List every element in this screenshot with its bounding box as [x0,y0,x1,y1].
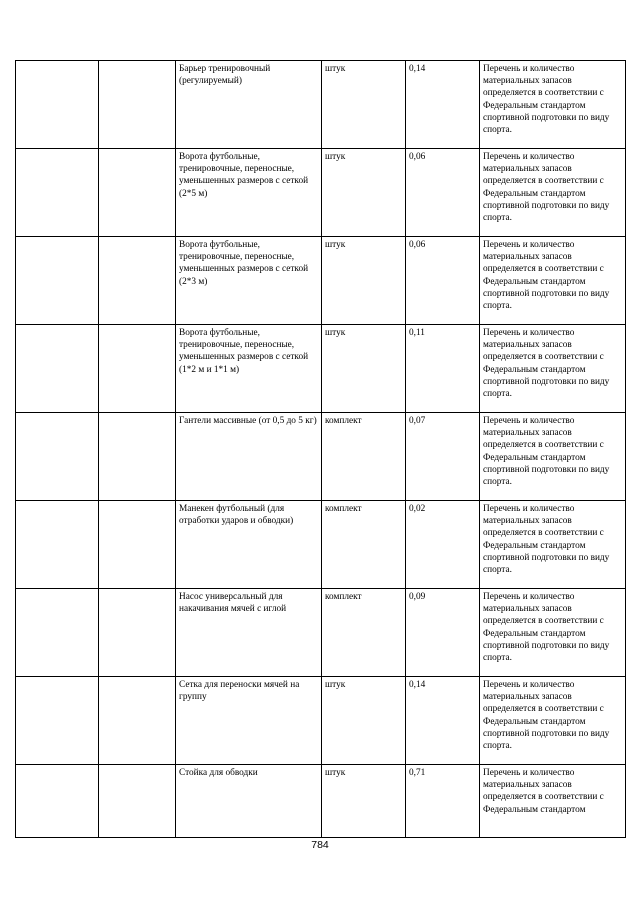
empty-cell-1 [16,149,99,237]
quantity-cell: 0,14 [406,61,480,149]
empty-cell-1 [16,501,99,589]
empty-cell-2 [99,501,176,589]
note-cell: Перечень и количество материальных запасов определяется в соответствии с Федеральным стандартом спортивной подготовки по виду спорта. [480,413,626,501]
table-row [16,765,626,838]
note-cell: Перечень и количество материальных запасов определяется в соответствии с Федеральным стандартом [480,765,626,838]
empty-cell-2 [99,237,176,325]
table-row [16,677,626,765]
unit-cell: штук [322,677,406,765]
table-row [16,589,626,677]
unit-cell: штук [322,765,406,838]
table-row [16,413,626,501]
unit-cell: комплект [322,413,406,501]
note-cell: Перечень и количество материальных запасов определяется в соответствии с Федеральным стандартом спортивной подготовки по виду спорта. [480,589,626,677]
empty-cell-1 [16,61,99,149]
quantity-cell: 0,02 [406,501,480,589]
table-row [16,501,626,589]
item-name-cell: Насос универсальный для накачивания мячей с иглой [176,589,322,677]
item-name-cell: Ворота футбольные, тренировочные, переносные, уменьшенных размеров с сеткой (2*3 м) [176,237,322,325]
equipment-table [15,60,626,838]
unit-cell: штук [322,61,406,149]
item-name-cell: Ворота футбольные, тренировочные, переносные, уменьшенных размеров с сеткой (1*2 м и 1*1 м) [176,325,322,413]
empty-cell-2 [99,589,176,677]
empty-cell-1 [16,677,99,765]
empty-cell-2 [99,325,176,413]
empty-cell-2 [99,413,176,501]
note-cell: Перечень и количество материальных запасов определяется в соответствии с Федеральным стандартом спортивной подготовки по виду спорта. [480,149,626,237]
note-cell: Перечень и количество материальных запасов определяется в соответствии с Федеральным стандартом спортивной подготовки по виду спорта. [480,501,626,589]
note-cell: Перечень и количество материальных запасов определяется в соответствии с Федеральным стандартом спортивной подготовки по виду спорта. [480,325,626,413]
item-name-cell: Манекен футбольный (для отработки ударов и обводки) [176,501,322,589]
quantity-cell: 0,06 [406,237,480,325]
empty-cell-2 [99,61,176,149]
page-number: 784 [311,839,329,851]
table-row [16,237,626,325]
unit-cell: штук [322,325,406,413]
empty-cell-1 [16,413,99,501]
empty-cell-1 [16,589,99,677]
item-name-cell: Ворота футбольные, тренировочные, переносные, уменьшенных размеров с сеткой (2*5 м) [176,149,322,237]
quantity-cell: 0,14 [406,677,480,765]
item-name-cell: Барьер тренировочный (регулируемый) [176,61,322,149]
empty-cell-1 [16,237,99,325]
table-row [16,61,626,149]
note-cell: Перечень и количество материальных запасов определяется в соответствии с Федеральным стандартом спортивной подготовки по виду спорта. [480,237,626,325]
item-name-cell: Гантели массивные (от 0,5 до 5 кг) [176,413,322,501]
unit-cell: штук [322,149,406,237]
quantity-cell: 0,09 [406,589,480,677]
empty-cell-2 [99,765,176,838]
quantity-cell: 0,06 [406,149,480,237]
empty-cell-2 [99,149,176,237]
table-row [16,325,626,413]
quantity-cell: 0,07 [406,413,480,501]
empty-cell-2 [99,677,176,765]
item-name-cell: Сетка для переноски мячей на группу [176,677,322,765]
empty-cell-1 [16,325,99,413]
table-row [16,149,626,237]
item-name-cell: Стойка для обводки [176,765,322,838]
equipment-table-body [16,61,626,838]
unit-cell: штук [322,237,406,325]
note-cell: Перечень и количество материальных запасов определяется в соответствии с Федеральным стандартом спортивной подготовки по виду спорта. [480,61,626,149]
quantity-cell: 0,11 [406,325,480,413]
unit-cell: комплект [322,589,406,677]
note-cell: Перечень и количество материальных запасов определяется в соответствии с Федеральным стандартом спортивной подготовки по виду спорта. [480,677,626,765]
quantity-cell: 0,71 [406,765,480,838]
unit-cell: комплект [322,501,406,589]
empty-cell-1 [16,765,99,838]
